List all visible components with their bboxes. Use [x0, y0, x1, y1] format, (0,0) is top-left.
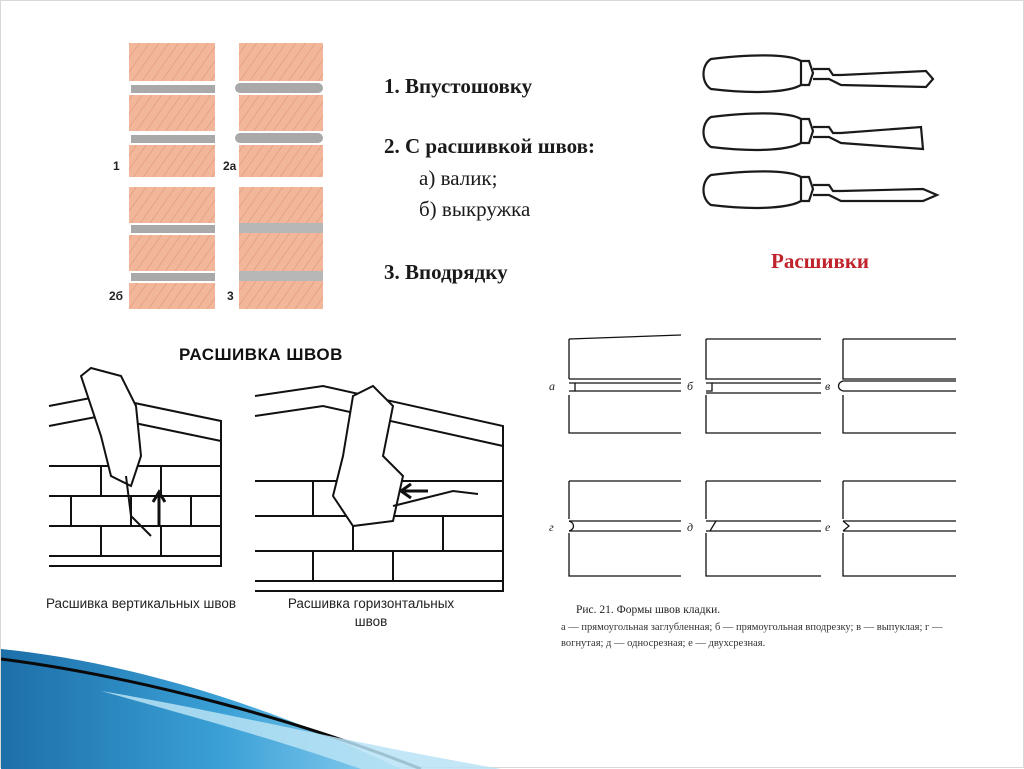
joint-form-e: [843, 481, 956, 576]
brick-label-2b: 2б: [109, 289, 124, 303]
horizontal-jointing-illustration: [255, 386, 503, 591]
joint-form-b: [706, 339, 821, 433]
brick-sample-3: [239, 187, 323, 309]
joint-label-a: а: [549, 379, 555, 393]
brick-sample-2a: [235, 43, 323, 177]
brick-sample-2b: [129, 187, 215, 309]
brick-label-3: 3: [227, 289, 234, 303]
list-item-1: 1. Впустошовку: [384, 74, 533, 98]
joint-form-d: [706, 481, 821, 576]
list-item-3: 3. Вподрядку: [384, 260, 508, 284]
caption-vertical: Расшивка вертикальных швов: [45, 596, 237, 611]
jointing-illustrations: [41, 366, 511, 596]
section-title: РАСШИВКА ШВОВ: [179, 345, 343, 364]
joint-label-b: б: [687, 379, 694, 393]
figure-title: Рис. 21. Формы швов кладки.: [576, 604, 721, 616]
jointing-tools-illustration: [701, 51, 951, 231]
brick-joint-illustrations: [111, 41, 331, 321]
decorative-wave: [1, 641, 521, 769]
vertical-jointing-illustration: [49, 368, 221, 566]
joint-label-c: в: [825, 379, 831, 393]
tools-caption: Расшивки: [771, 249, 870, 273]
joint-label-g: г: [549, 520, 554, 534]
joint-form-c: [839, 339, 957, 433]
joint-label-e: е: [825, 520, 831, 534]
caption-horizontal: Расшивка горизонтальных швов: [287, 596, 455, 629]
list-item-2b: б) выкружка: [419, 197, 531, 221]
joint-form-a: [569, 335, 681, 433]
figure-description: а — прямоугольная заглубленная; б — прямоугольная вподрезку; в — выпуклая; г — вогнутая; д — односрезная; е — двухсрезная.: [561, 622, 943, 649]
joint-forms-diagram: [541, 331, 961, 589]
joint-label-d: д: [687, 520, 694, 534]
list-item-2a: а) валик;: [419, 166, 498, 190]
joint-form-g: [569, 481, 681, 576]
brick-label-2a: 2а: [223, 159, 237, 173]
tool-2: [704, 113, 924, 150]
tool-1: [704, 55, 934, 92]
tool-3: [704, 171, 938, 208]
brick-label-1: 1: [113, 159, 120, 173]
brick-sample-1: [129, 43, 215, 177]
list-item-2: 2. С расшивкой швов:: [384, 134, 595, 158]
